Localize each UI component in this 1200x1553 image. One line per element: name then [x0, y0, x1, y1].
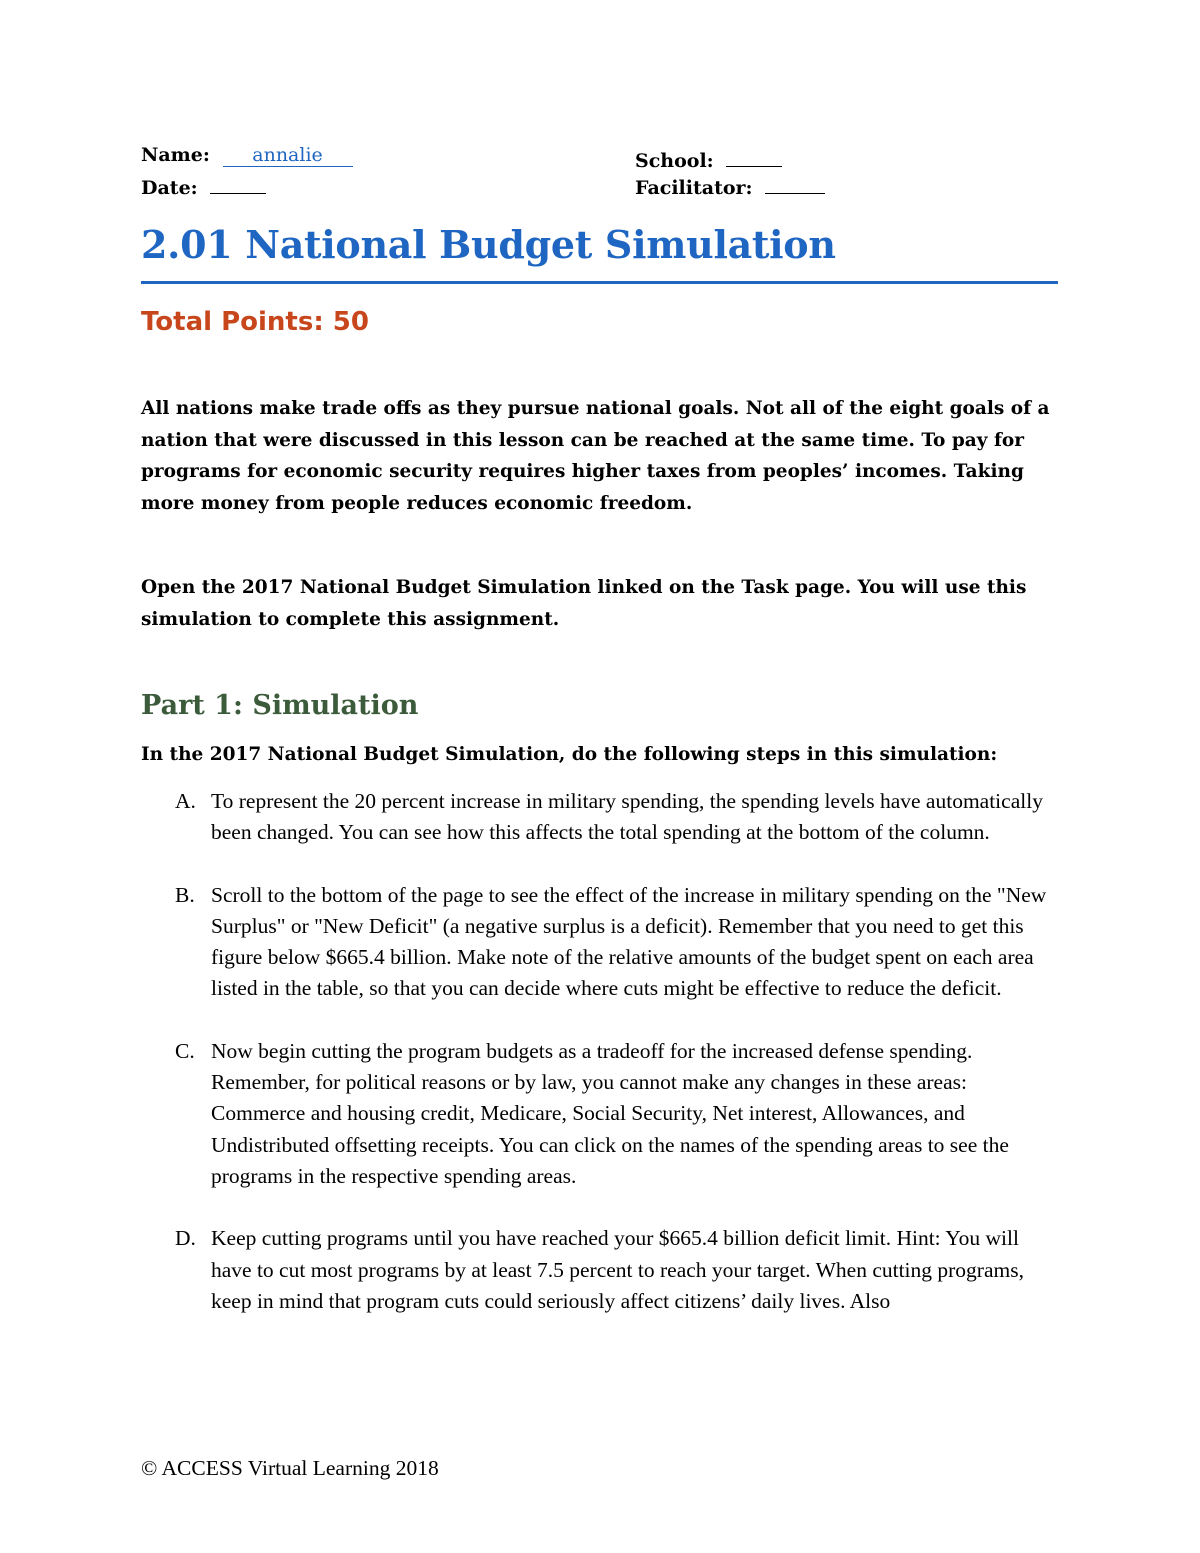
school-field[interactable] [726, 144, 782, 167]
step-text: Now begin cutting the program budgets as a tradeoff for the increased defense spending. Remember, for political reasons or by law, you cannot make any changes in these areas: Commerce and housing credit, Medicare, Social Security, Net interest, Allowances, and Undistributed offsetting receipts. You can click on the names of the spending areas to see the programs in the respective spending areas. [211, 1038, 1009, 1188]
date-field[interactable] [210, 171, 266, 194]
step-a [141, 786, 1061, 849]
school-label: School: [635, 150, 714, 172]
facilitator-label: Facilitator: [635, 177, 753, 199]
step-list [141, 786, 1061, 1317]
step-text: To represent the 20 percent increase in military spending, the spending levels have automatically been changed. You can see how this affects the total spending at the bottom of the column. [211, 789, 1043, 845]
name-row [141, 144, 353, 167]
step-text: Scroll to the bottom of the page to see the effect of the increase in military spending on the "New Surplus" or "New Deficit" (a negative surplus is a deficit). Remember that you need to get this figure below $665.4 billion. Make note of the relative amounts of the budget spent on each area listed in the table, so that you can decide where cuts might be effective to reduce the deficit. [211, 882, 1047, 1001]
facilitator-row [635, 171, 825, 199]
step-marker: B. [175, 882, 195, 907]
school-row [635, 144, 782, 172]
step-text: Keep cutting programs until you have reached your $665.4 billion deficit limit. Hint: You will have to cut most programs by at least 7.5 percent to reach your target. When cutting programs, keep in mind that program cuts could seriously affect citizens’ daily lives. Also [211, 1226, 1024, 1313]
document-title: 2.01 National Budget Simulation [141, 222, 836, 267]
part1-instruction: In the 2017 National Budget Simulation, do the following steps in this simulation: [141, 744, 998, 765]
step-marker: D. [175, 1226, 196, 1251]
step-d [141, 1223, 1061, 1317]
step-b [141, 880, 1061, 1005]
title-underline [141, 281, 1058, 284]
step-marker: A. [175, 789, 196, 813]
date-row [141, 171, 266, 199]
name-label: Name: [141, 144, 210, 166]
step-c [141, 1036, 1061, 1192]
intro-paragraph: All nations make trade offs as they pursue national goals. Not all of the eight goals of a nation that were discussed in this lesson can be reached at the same time. To pay for programs for economic security requires higher taxes from peoples’ incomes. Taking more money from people reduces economic freedom. [141, 398, 1050, 514]
total-points: Total Points: 50 [141, 307, 369, 337]
date-label: Date: [141, 177, 198, 199]
step-marker: C. [175, 1038, 195, 1063]
part1-heading: Part 1: Simulation [141, 690, 419, 721]
name-field[interactable]: annalie [223, 144, 353, 167]
open-simulation-paragraph: Open the 2017 National Budget Simulation linked on the Task page. You will use this simulation to complete this assignment. [141, 577, 1027, 630]
copyright-footer: © ACCESS Virtual Learning 2018 [141, 1456, 439, 1480]
facilitator-field[interactable] [765, 171, 825, 194]
